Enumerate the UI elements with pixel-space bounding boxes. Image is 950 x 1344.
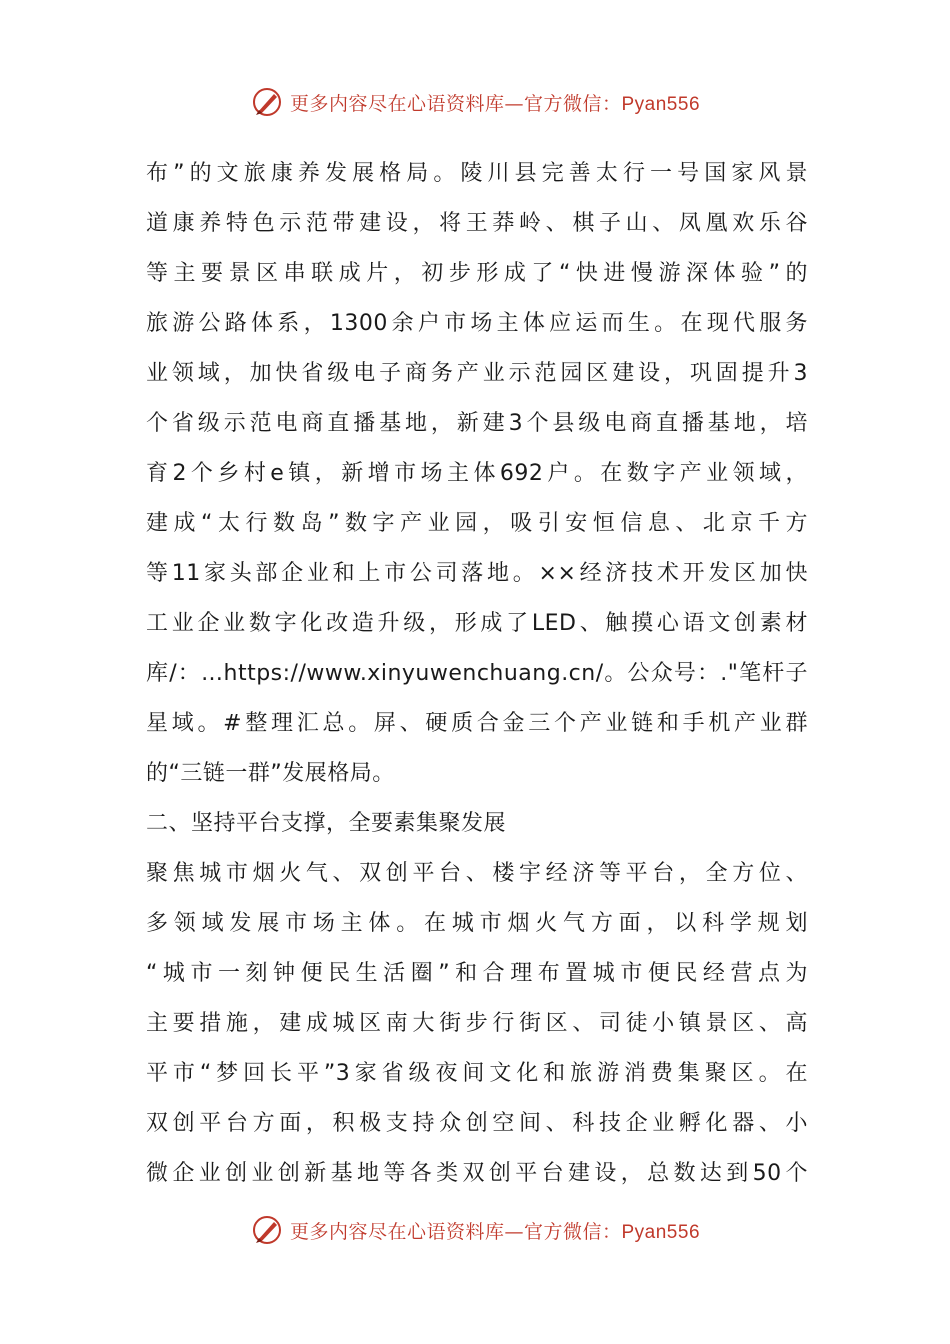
body-line: 建成“太行数岛”数字产业园，吸引安恒信息、北京千方	[146, 511, 808, 536]
body-line: 平市“梦回长平”3家省级夜间文化和旅游消费集聚区。在	[146, 1061, 808, 1086]
body-line: “城市一刻钟便民生活圈”和合理布置城市便民经营点为	[146, 961, 808, 986]
document-body	[146, 149, 808, 1199]
body-line: 的“三链一群”发展格局。	[146, 761, 395, 786]
body-line: 个省级示范电商直播基地，新建3个县级电商直播基地，培	[146, 411, 808, 436]
pen-logo-icon	[250, 1213, 284, 1247]
footer-banner-text	[290, 1217, 700, 1244]
body-line: 布”的文旅康养发展格局。陵川县完善太行一号国家风景	[146, 161, 808, 186]
body-line: 工业企业数字化改造升级，形成了LED、触摸心语文创素材	[146, 611, 808, 636]
footer-banner	[0, 1208, 950, 1252]
header-banner-wechat: Pyan556	[621, 93, 701, 115]
body-line: 业领域，加快省级电子商务产业示范园区建设，巩固提升3	[146, 361, 808, 386]
body-line: 微企业创业创新基地等各类双创平台建设，总数达到50个	[146, 1161, 808, 1186]
section-heading: 二、坚持平台支撑，全要素集聚发展	[146, 811, 507, 836]
body-line: 双创平台方面，积极支持众创空间、科技企业孵化器、小	[146, 1111, 808, 1136]
pen-logo-icon	[250, 85, 284, 119]
body-line: 育2个乡村e镇，新增市场主体692户。在数字产业领域，	[146, 461, 808, 486]
header-banner	[0, 80, 950, 124]
body-line: 星域。#整理汇总。屏、硬质合金三个产业链和手机产业群	[146, 711, 808, 736]
body-line: 等11家头部企业和上市公司落地。××经济技术开发区加快	[146, 561, 808, 586]
header-banner-text	[290, 89, 700, 116]
body-line: 多领域发展市场主体。在城市烟火气方面，以科学规划	[146, 911, 808, 936]
body-line: 主要措施，建成城区南大街步行街区、司徒小镇景区、高	[146, 1011, 808, 1036]
body-line: 道康养特色示范带建设，将王莽岭、棋子山、凤凰欢乐谷	[146, 211, 808, 236]
body-line: 库/：…https://www.xinyuwenchuang.cn/。公众号：."笔杆子	[146, 661, 808, 686]
body-line: 等主要景区串联成片，初步形成了“快进慢游深体验”的	[146, 261, 808, 286]
body-line: 旅游公路体系，1300余户市场主体应运而生。在现代服务	[146, 311, 808, 336]
footer-banner-wechat: Pyan556	[621, 1221, 701, 1243]
body-line: 聚焦城市烟火气、双创平台、楼宇经济等平台，全方位、	[146, 861, 808, 886]
footer-banner-label: 更多内容尽在心语资料库—官方微信：	[289, 1220, 622, 1243]
header-banner-label: 更多内容尽在心语资料库—官方微信：	[289, 92, 622, 115]
